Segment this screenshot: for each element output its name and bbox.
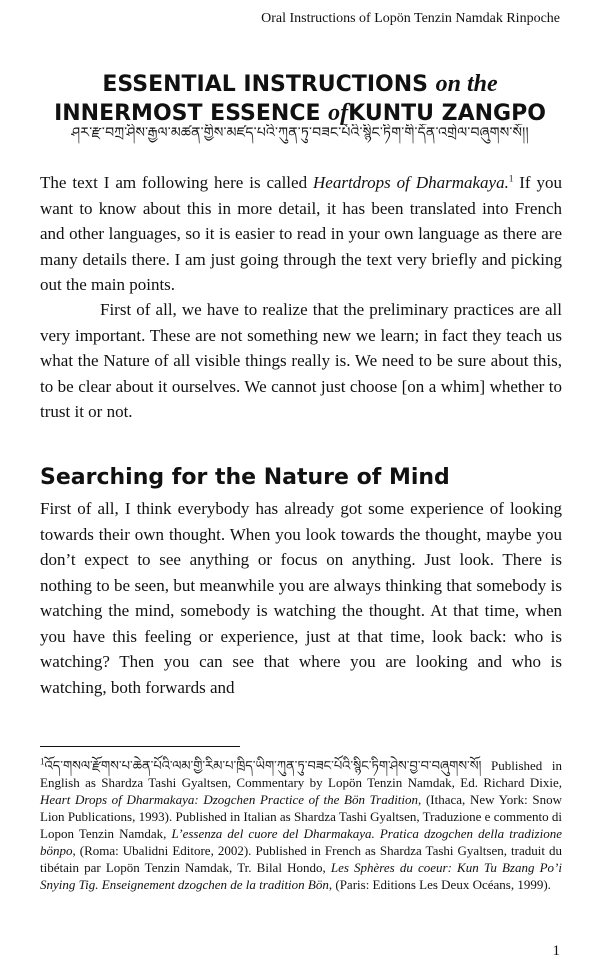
title-line1: ESSENTIAL INSTRUCTIONS on the	[102, 71, 498, 97]
chapter-title	[40, 70, 560, 128]
paragraph-2: First of all, we have to realize that the preliminary practices are all very important. These are not something new we learn; in fact they teach us what the Nature of all visible things really is. We need to be sure about this, to be clear about it ourselves. We cannot just choose [on a whim] whether to trust it or not.	[40, 300, 562, 421]
section-heading: Searching for the Nature of Mind	[40, 465, 450, 490]
footnote-number: 1	[40, 756, 45, 767]
text-title-italic: Heartdrops of Dharmakaya.	[313, 173, 509, 192]
footnote-divider	[40, 746, 240, 747]
paragraph-1: The text I am following here is called Heartdrops of Dharmakaya.$^1$ If you want to know about this in more detail, it has been translated into French and other languages, so it is easier to read in your own language as there are many details there. I am just going through the text very briefly and picking out the main points.	[40, 173, 563, 294]
footnote-tibetan: འོད་གསལ་རྫོགས་པ་ཆེན་པོའི་ལམ་གྱི་རིམ་པ་ཁྲིད་ཡིག་ཀུན་ཏུ་བཟང་པོའི་སྙིང་ཏིག་ཤེས་བྱ་བ་བཞུགས་སོ།	[44, 758, 482, 773]
page-number: 1	[552, 943, 560, 959]
footnote-reference[interactable]: 1	[508, 173, 514, 184]
tibetan-title: ཤར་རྫ་བཀྲ་ཤིས་རྒྱལ་མཚན་གྱིས་མཛད་པའི་ཀུན་ཏུ་བཟང་པོའི་སྙིང་ཏིག་གི་དོན་འགྲེལ་བཞུགས་སོ།།	[71, 126, 529, 141]
paragraph-3: First of all, I think everybody has already got some experience of looking towards their own thought. When you look towards the thought, maybe you don’t expect to see anything or focus on anything. Just look. There is nothing to be seen, but meanwhile you are always thinking that somebody is watching the mind, somebody is watching the thought. At that time, when you have this feeling or experience, just at that time, look back: who is watching? Then you can see that where you are looking and who is watching, both forwards and	[40, 499, 562, 697]
running-header: Oral Instructions of Lopön Tenzin Namdak Rinpoche	[261, 11, 560, 26]
title-line2: INNERMOST ESSENCE ofKUNTU ZANGPO	[54, 100, 546, 126]
footnote: $^1$འོད་གསལ་རྫོགས་པ་ཆེན་པོའི་ལམ་གྱི་རིམ་པ་ཁྲིད་ཡིག་ཀུན་ཏུ་བཟང་པོའི་སྙིང་ཏིག་ཤེས་བྱ་བ་བཞུགས་སོ། Published in English as Shardza Tashi Gyaltsen, Commentary by Lopön Tenzin Namdak, Ed. Richard Dixie, Heart Drops of Dharmakaya: Dzogchen Practice of the Bön Tradition, (Ithaca, New York: Snow Lion Publications, 1993). Published in Italian as Shardza Tashi Gyaltsen, Traduzione e commento di Lopon Tenzin Namdak, L’essenza del cuore del Dharmakaya. Pratica dzogchen della tradizione bönpo, (Roma: Ubalidni Editore, 2002). Published in French as Shardza Tashi Gyaltsen, traduit du tibétain par Lopön Tenzin Namdak, Tr. Bilal Hondo, Les Sphères du coeur: Kun Tu Bzang Po’i Snying Tig. Enseignement dzogchen de la tradition Bön, (Paris: Editions Les Deux Océans, 1999).	[40, 756, 562, 892]
